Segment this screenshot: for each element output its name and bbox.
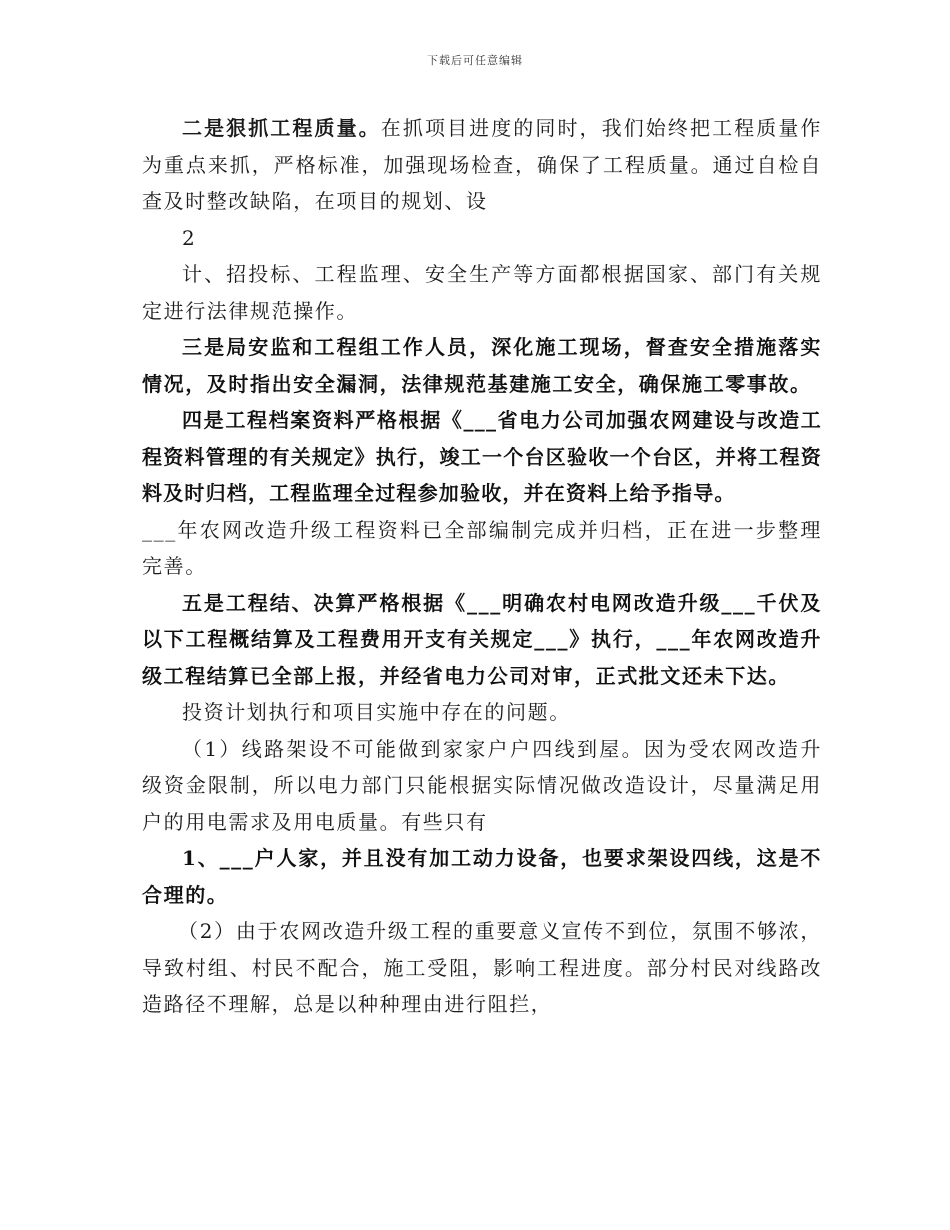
header-note: 下载后可任意编辑 <box>427 54 523 67</box>
paragraph-quality-lead: 二是狠抓工程质量。 <box>182 116 381 140</box>
paragraph-safety: 三是局安监和工程组工作人员，深化施工现场，督查安全措施落实情况，及时指出安全漏洞，法律规范基建施工安全，确保施工零事故。 <box>142 335 822 396</box>
paragraph-settlement: 五是工程结、决算严格根据《___明确农村电网改造升级___千伏及以下工程概结算及工程费用开支有关规定___》执行，___年农网改造升级工程结算已全部上报，并经省电力公司对审，正式批文还未下达。 <box>142 590 822 688</box>
paragraph-quality-rest: 在抓项目进度的同时，我们始终把工程质量作为重点来抓，严格标准，加强现场检查，确保了工程质量。通过自检自查及时整改缺陷，在项目的规划、设 <box>142 116 823 213</box>
paragraph-design-continued: 计、招投标、工程监理、安全生产等方面都根据国家、部门有关规定进行法律规范操作。 <box>142 262 822 323</box>
paragraph-problem-1: （1）线路架设不可能做到家家户户四线到屋。因为受农网改造升级资金限制，所以电力部门只能根据实际情况做改造设计，尽量满足用户的用电需求及用电质量。有些只有 <box>142 736 822 834</box>
paragraph-archives: 四是工程档案资料严格根据《___省电力公司加强农网建设与改造工程资料管理的有关规定》执行，竣工一个台区验收一个台区，并将工程资料及时归档，工程监理全过程参加验收，并在资料上给予指导。 <box>142 408 822 505</box>
document-body <box>142 110 822 1023</box>
paragraph-problems-heading: 投资计划执行和项目实施中存在的问题。 <box>182 700 571 724</box>
paragraph-problem-2: （2）由于农网改造升级工程的重要意义宣传不到位，氛围不够浓，导致村组、村民不配合，施工受阻，影响工程进度。部分村民对线路改造路径不理解，总是以种种理由进行阻拦， <box>142 919 822 1016</box>
paragraph-quality <box>142 110 822 220</box>
paragraph-archives-status: ___年农网改造升级工程资料已全部编制完成并归档，正在进一步整理完善。 <box>142 517 822 578</box>
paragraph-problem-1-continued: 1、___户人家，并且没有加工动力设备，也要求架设四线，这是不合理的。 <box>142 846 822 907</box>
page-number: 2 <box>182 225 195 250</box>
